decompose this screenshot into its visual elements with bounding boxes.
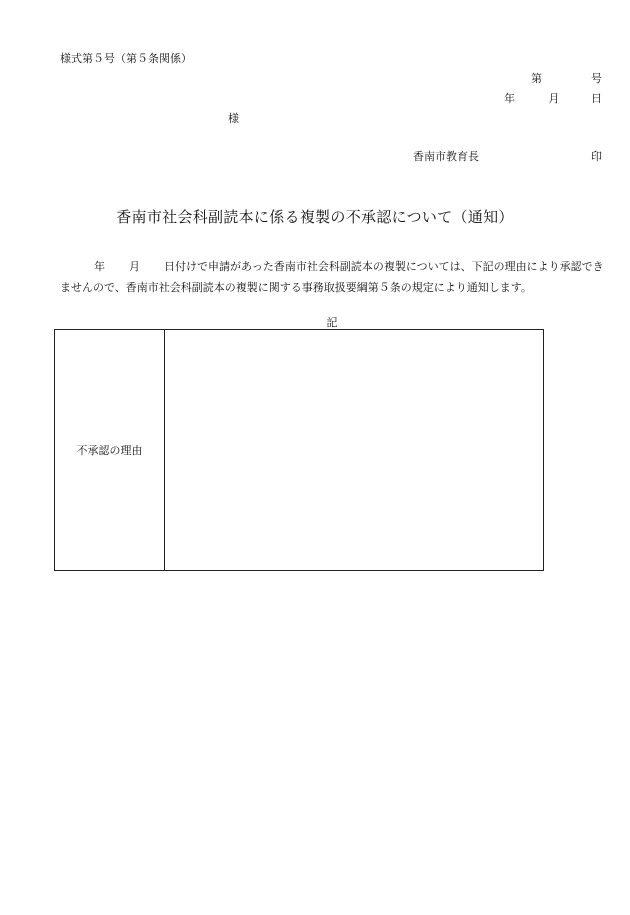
seal-mark: 印 (591, 150, 602, 163)
document-title: 香南市社会科副読本に係る複製の不承認について（通知） (116, 208, 514, 226)
doc-number-prefix: 第 (531, 72, 542, 85)
issuer-name: 香南市教育長 (413, 150, 479, 163)
form-label: 様式第５号（第５条関係） (60, 52, 192, 65)
reason-table (54, 329, 544, 571)
date-day: 日 (591, 92, 602, 105)
doc-number-suffix: 号 (591, 72, 602, 85)
date-year: 年 (504, 92, 515, 105)
body-text: 日付けで申請があった香南市社会科副読本の複製については、下記の理由により承認できませんので、香南市社会科副読本の複製に関する事務取扱要綱第５条の規定により通知します。 (60, 260, 604, 294)
body-paragraph (60, 256, 608, 298)
body-month: 月 (129, 260, 140, 273)
issuer (413, 148, 602, 164)
date-month: 月 (548, 92, 560, 105)
reason-label-cell: 不承認の理由 (55, 330, 165, 570)
addressee-suffix: 様 (228, 112, 239, 125)
document-number (531, 70, 602, 86)
body-year: 年 (94, 260, 105, 273)
ki-heading: 記 (326, 316, 338, 329)
issue-date (504, 90, 602, 106)
reason-value-cell[interactable] (165, 330, 543, 570)
